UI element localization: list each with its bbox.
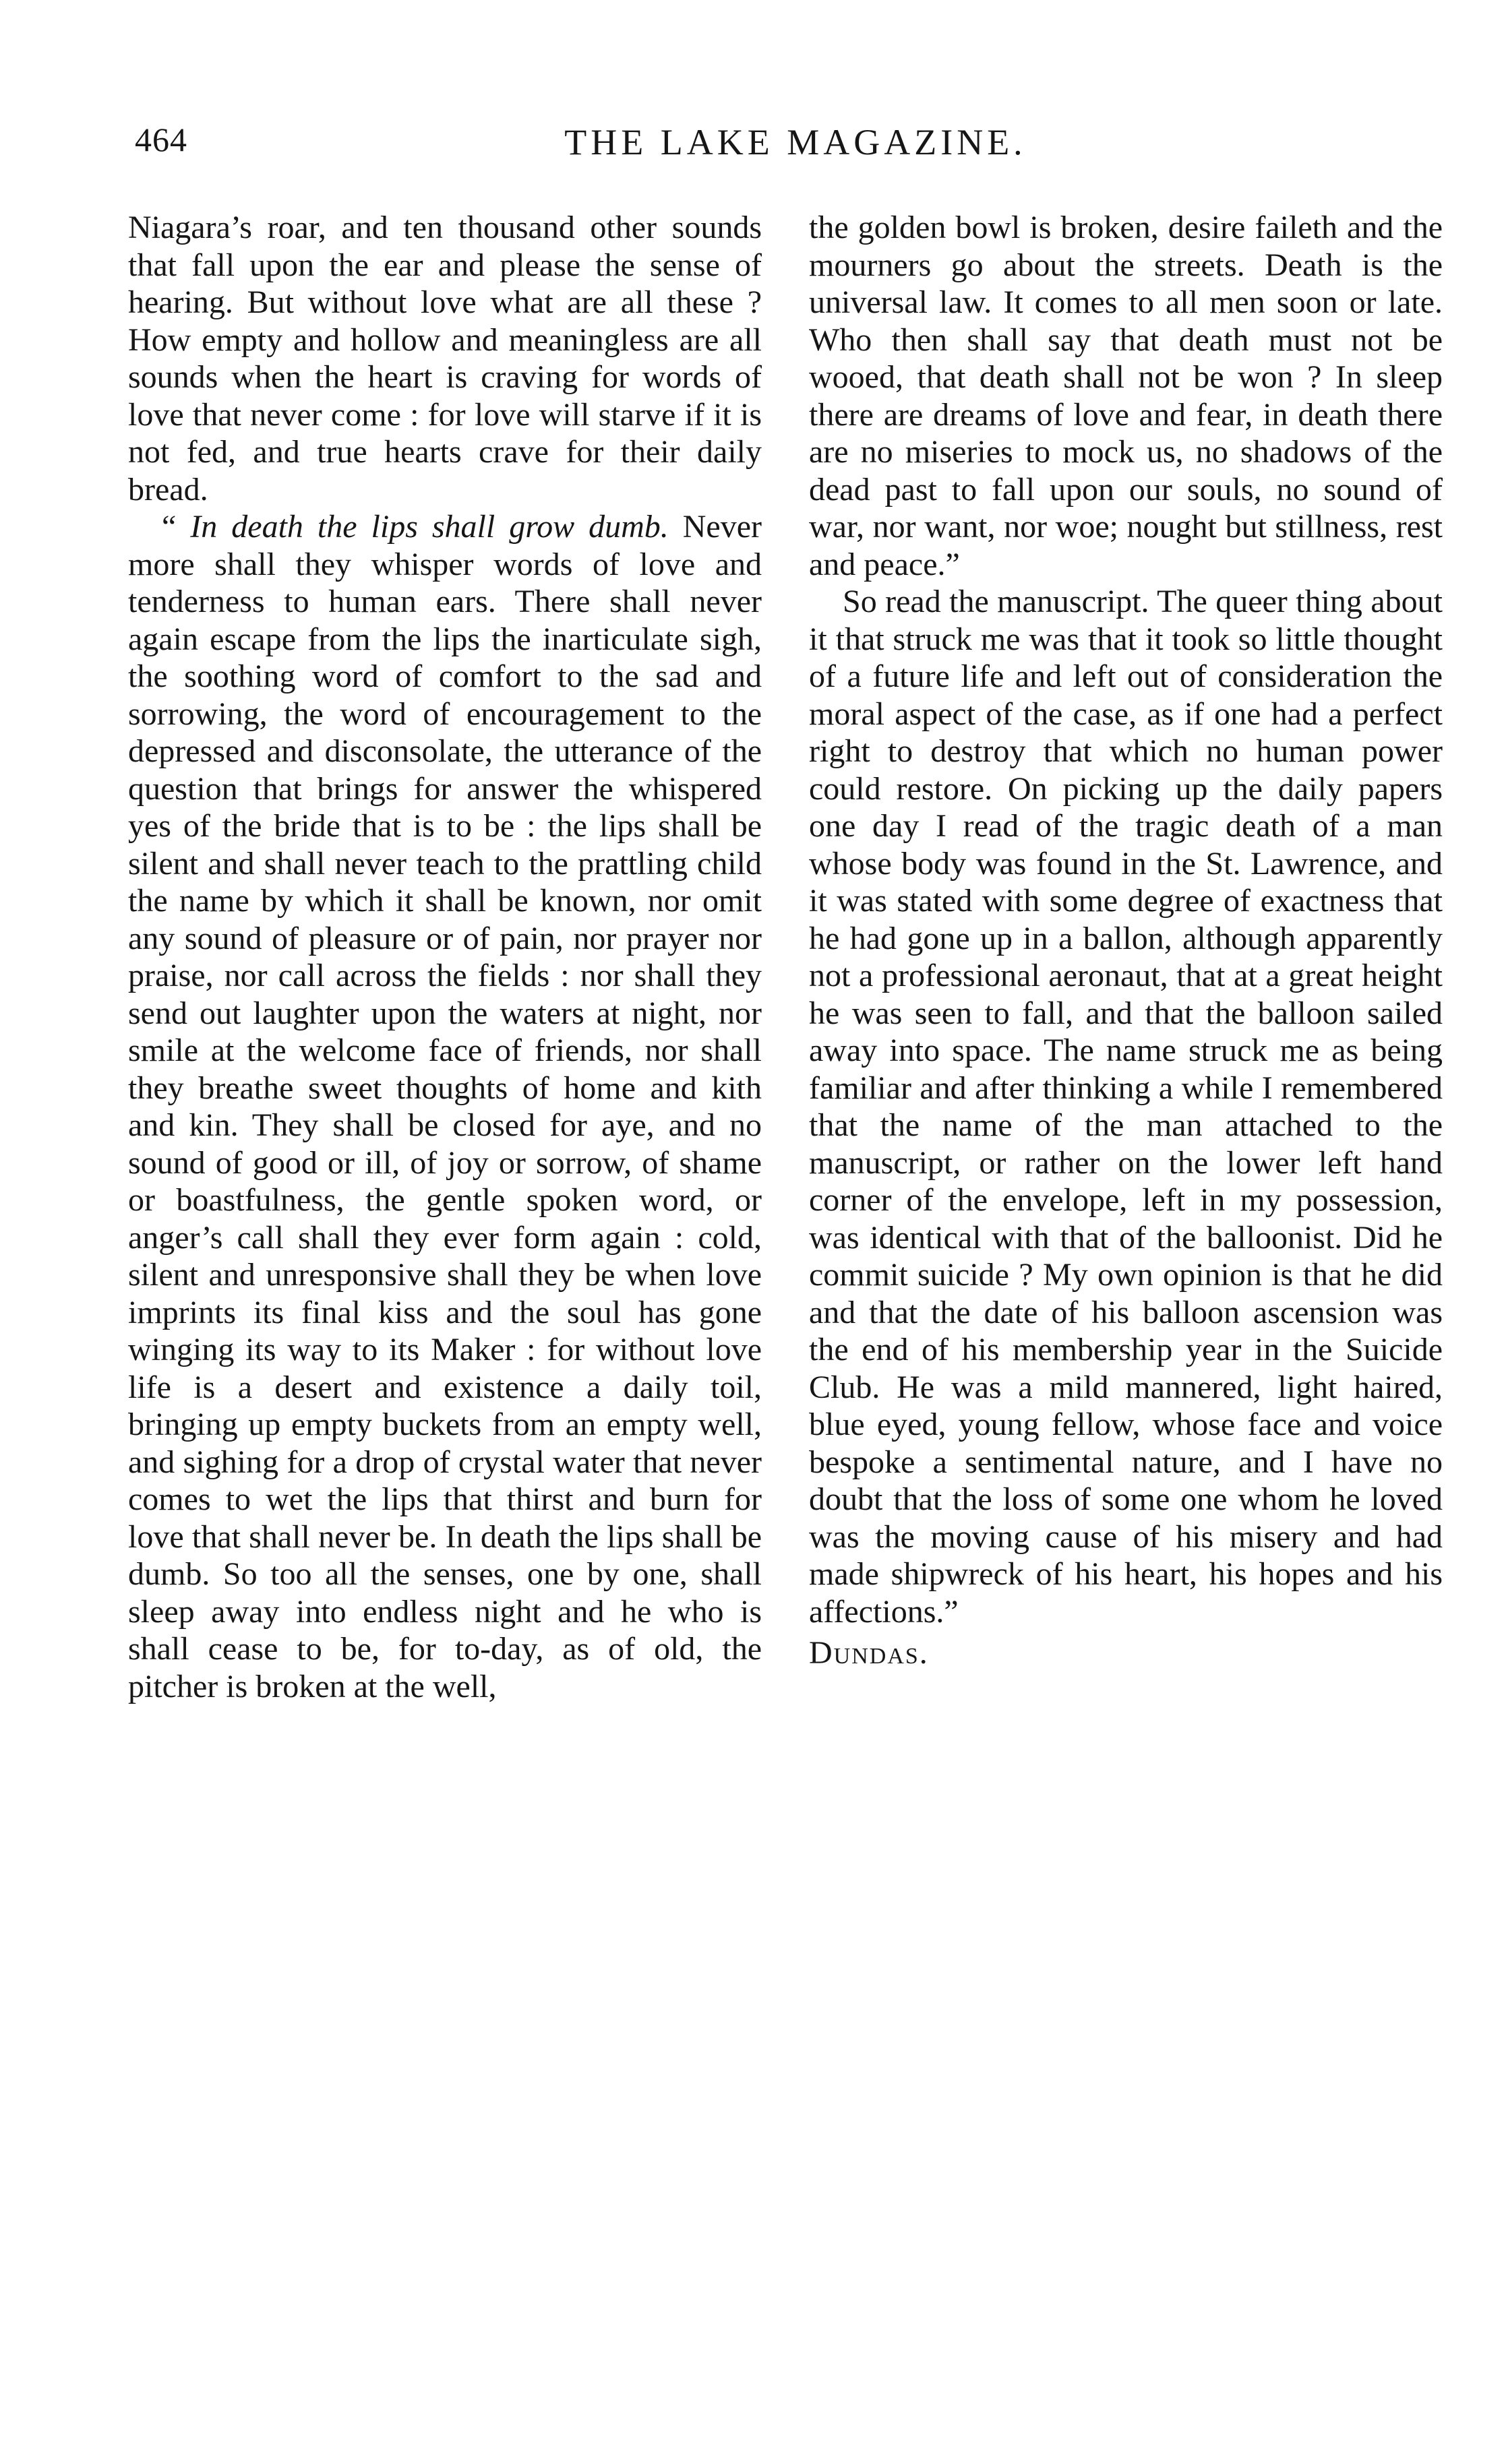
paragraph: the golden bowl is broken, desire faileth and the mourners go about the streets. Death is the universal law. It comes to all men soon or late. Who then shall say that death must not be wooed, that death shall not be won ? In sleep there are dreams of love and fear, in death there are no miseries to mock us, no shadows of the dead past to fall upon our souls, no sound of war, nor want, nor woe; nought but stillness, rest and peace.” <box>809 210 1443 582</box>
right-column <box>809 209 1443 1672</box>
paragraph <box>128 508 762 1705</box>
italic-quotation: In death the lips shall grow dumb. <box>190 509 669 545</box>
paragraph-text: Never more shall they whisper words of love and tenderness to human ears. There shall never again escape from the lips the inarticulate sigh, the soothing word of comfort to the sad and sorrowing, the word of encouragement to the depressed and disconsolate, the utterance of the question that brings for answer the whispered yes of the bride that is to be : the lips shall be silent and shall never teach to the prattling child the name by which it shall be known, nor omit any sound of pleasure or of pain, nor prayer nor praise, nor call across the fields : nor shall they send out laughter upon the waters at night, nor smile at the welcome face of friends, nor shall they breathe sweet thoughts of home and kith and kin. They shall be closed for aye, and no sound of good or ill, of joy or sorrow, of shame or boastfulness, the gentle spoken word, or anger’s call shall they ever form again : cold, silent and unresponsive shall they be when love imprints its final kiss and the soul has gone winging its way to its Maker : for without love life is a desert and existence a daily toil, bringing up empty buckets from an empty well, and sighing for a drop of crystal water that never comes to wet the lips that thirst and burn for love that shall never be. In death the lips shall be dumb. So too all the senses, one by one, shall sleep away into endless night and he who is shall cease to be, for to-day, as of old, the pitcher is broken at the well, <box>128 509 762 1704</box>
open-quote: “ <box>162 509 177 545</box>
left-column <box>128 209 762 1705</box>
page-number: 464 <box>135 121 187 158</box>
author-signature: Dundas. <box>809 1635 929 1671</box>
page-header <box>135 120 1456 174</box>
running-head: THE LAKE MAGAZINE. <box>564 122 1027 162</box>
paragraph: Niagara’s roar, and ten thousand other sounds that fall upon the ear and please the sense of hearing. But without love what are all these ? How empty and hollow and meaningless are all sounds when the heart is craving for words of love that never come : for love will starve if it is not fed, and true hearts crave for their daily bread. <box>128 210 762 507</box>
paragraph: So read the manuscript. The queer thing about it that struck me was that it took so little thought of a future life and left out of consideration the moral aspect of the case, as if one had a perfect right to destroy that which no human power could restore. On picking up the daily papers one day I read of the tragic death of a man whose body was found in the St. Lawrence, and it was stated with some degree of exactness that he had gone up in a ballon, although apparently not a professional aeronaut, that at a great height he was seen to fall, and that the balloon sailed away into space. The name struck me as being familiar and after thinking a while I remembered that the name of the man attached to the manuscript, or rather on the lower left hand corner of the envelope, left in my possession, was identical with that of the balloonist. Did he commit suicide ? My own opinion is that he did and that the date of his balloon ascension was the end of his membership year in the Suicide Club. He was a mild mannered, light haired, blue eyed, young fellow, whose face and voice bespoke a sentimental nature, and I have no doubt that the loss of some one whom he loved was the moving cause of his misery and had made shipwreck of his heart, his hopes and his affections.” <box>809 584 1443 1630</box>
